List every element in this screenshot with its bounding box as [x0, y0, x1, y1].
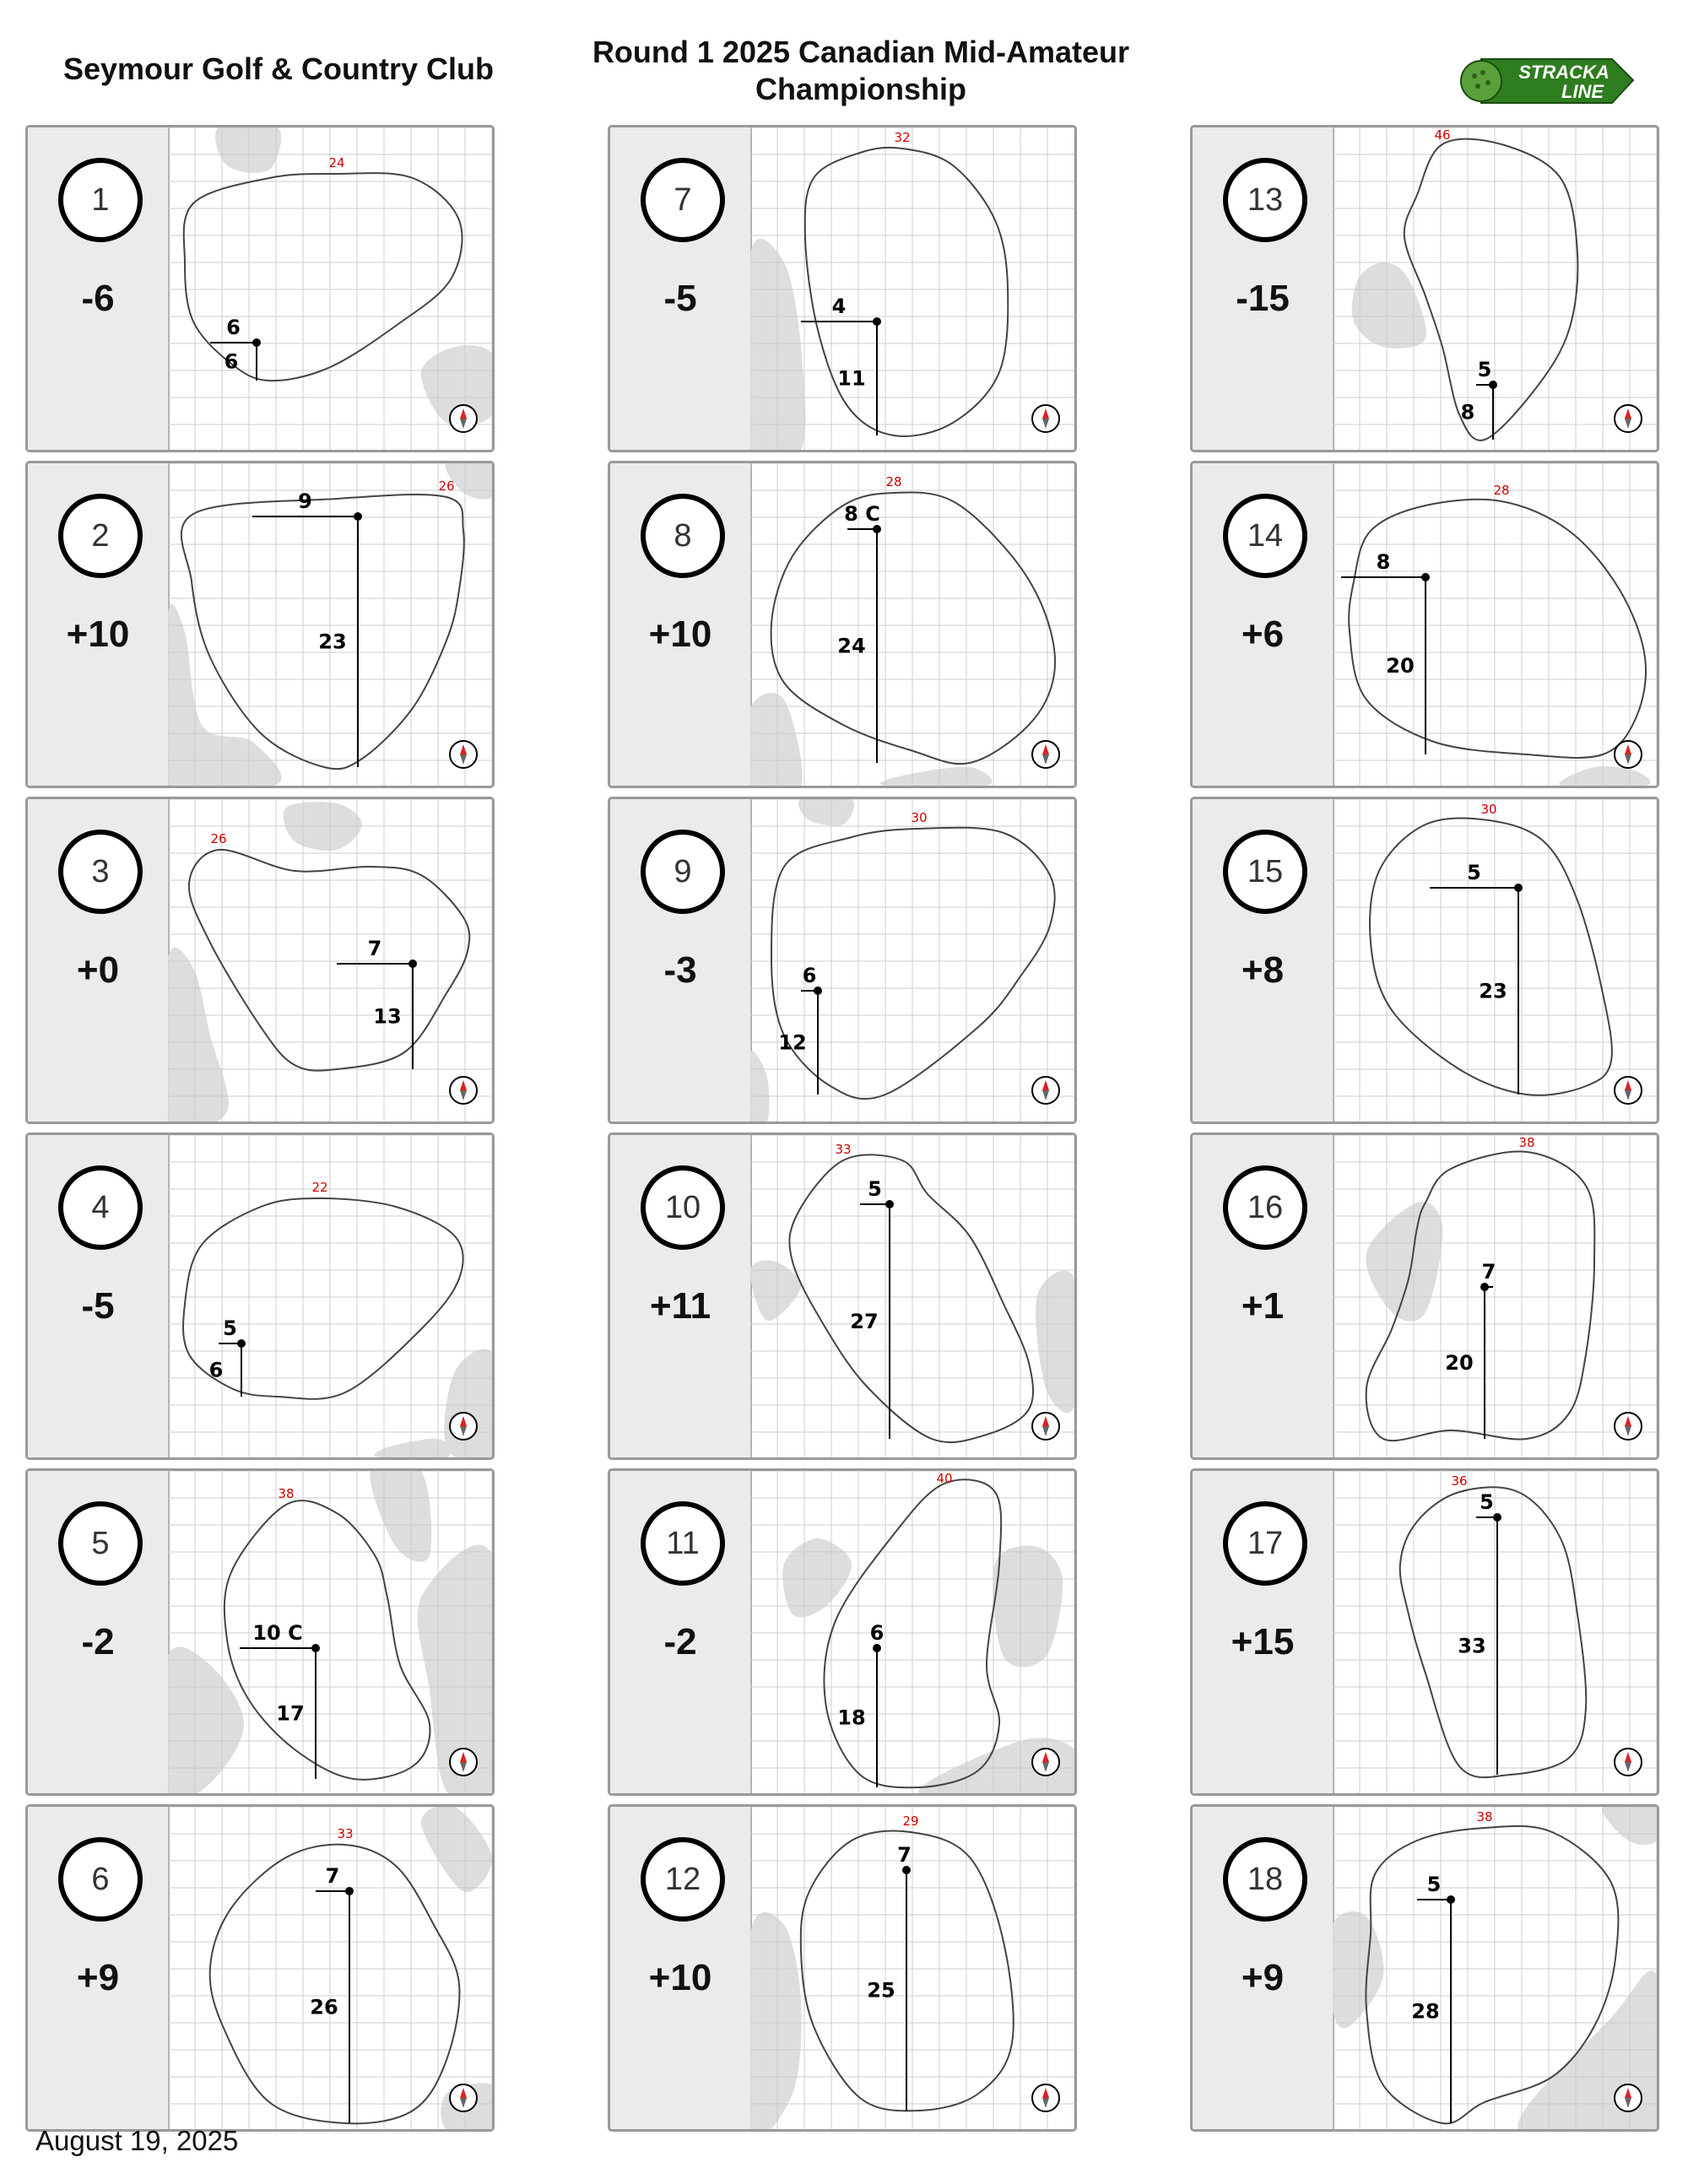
hole-card: [608, 1804, 1077, 2132]
green-depth-label: 24: [328, 155, 345, 170]
hole-score: -15: [1236, 278, 1290, 319]
green-diagram: [750, 1807, 1074, 2129]
hole-info-panel: [1193, 1135, 1334, 1457]
green-depth-label: 30: [911, 810, 928, 825]
pin-position: [1489, 381, 1497, 389]
green-diagram: [168, 1807, 492, 2129]
logo-text-bottom: LINE: [1561, 81, 1604, 102]
front-distance-label: 26: [310, 1995, 338, 2019]
green-depth-label: 29: [902, 1814, 919, 1829]
hole-info-panel: [28, 1807, 170, 2129]
pin-position: [408, 960, 417, 968]
compass-icon: [1032, 1749, 1059, 1776]
hole-card: [1190, 797, 1659, 1124]
green-diagram: [1333, 463, 1657, 786]
hole-info-panel: [610, 463, 752, 786]
green-diagram: [168, 1135, 492, 1457]
pin-position: [1480, 1283, 1489, 1291]
hole-info-panel: [1193, 1807, 1334, 2129]
green-outline: [183, 1198, 463, 1399]
hole-number: 18: [1223, 1837, 1307, 1922]
compass-icon: [1615, 1749, 1642, 1776]
hole-card: [25, 1133, 495, 1460]
hole-card: [1190, 125, 1659, 452]
compass-icon: [1615, 405, 1642, 432]
pin-position: [873, 525, 881, 533]
compass-icon: [1615, 1413, 1642, 1440]
hole-number: 10: [641, 1165, 725, 1250]
pin-position: [1493, 1513, 1501, 1522]
green-diagram: [750, 799, 1074, 1122]
side-distance-label: 8 C: [844, 502, 880, 526]
compass-icon: [1615, 2084, 1642, 2111]
hazard-area: [1559, 766, 1650, 786]
hole-number: 1: [58, 158, 143, 242]
front-distance-label: 20: [1386, 654, 1415, 678]
logo-text-top: STRACKA: [1518, 62, 1610, 83]
hole-info-panel: [1193, 127, 1334, 450]
green-diagram: [1333, 799, 1657, 1122]
hazard-area: [750, 1912, 802, 2129]
green-outline: [805, 148, 1009, 436]
green-depth-label: 46: [1434, 127, 1451, 143]
green-diagram: [750, 127, 1074, 450]
hole-score: +10: [648, 1957, 712, 1998]
hole-number: 8: [641, 494, 725, 578]
hole-number: 4: [58, 1165, 143, 1250]
side-distance-label: 6: [869, 1621, 885, 1645]
hazard-area: [750, 239, 805, 450]
hole-number: 15: [1223, 830, 1307, 914]
compass-icon: [450, 1413, 477, 1440]
club-name: Seymour Golf & Country Club: [62, 51, 494, 86]
side-distance-label: 5: [868, 1177, 882, 1201]
front-distance-label: 25: [867, 1978, 895, 2003]
pin-position: [252, 338, 261, 347]
side-distance-label: 5: [1426, 1873, 1442, 1896]
hole-number: 9: [641, 830, 725, 914]
hole-number: 11: [641, 1501, 725, 1586]
green-depth-label: 28: [1493, 483, 1510, 498]
pin-position: [1447, 1895, 1455, 1904]
green-diagram: [750, 1471, 1074, 1793]
compass-icon: [450, 1749, 477, 1776]
green-depth-label: 30: [1480, 802, 1497, 817]
front-distance-label: 23: [318, 630, 347, 654]
pin-position: [345, 1887, 354, 1895]
hole-info-panel: [28, 127, 170, 450]
hole-number: 16: [1223, 1165, 1307, 1250]
hole-card: [1190, 461, 1659, 788]
compass-icon: [450, 2084, 477, 2111]
hole-score: -2: [663, 1621, 697, 1662]
hazard-area: [1333, 1911, 1384, 2029]
hole-info-panel: [610, 799, 752, 1122]
green-diagram: [1333, 1135, 1657, 1457]
front-distance-label: 18: [837, 1706, 866, 1730]
pin-position: [311, 1644, 320, 1652]
green-diagram: [168, 127, 492, 450]
event-title: Round 1 2025 Canadian Mid-Amateur Championship: [592, 35, 1130, 106]
hole-score: +1: [1241, 1285, 1285, 1327]
green-outline: [789, 1154, 1033, 1442]
hole-info-panel: [1193, 1471, 1334, 1793]
hole-card: [25, 1468, 495, 1796]
green-depth-label: 33: [337, 1826, 354, 1841]
hazard-area: [782, 1538, 852, 1617]
hole-info-panel: [28, 1135, 170, 1457]
front-distance-label: 28: [1411, 1999, 1440, 2024]
hole-score: +0: [76, 949, 120, 991]
front-distance-label: 17: [276, 1701, 305, 1726]
pin-position: [354, 512, 362, 521]
green-depth-label: 28: [885, 474, 902, 489]
side-distance-label: 9: [298, 489, 312, 513]
hazard-area: [215, 127, 281, 173]
hole-number: 14: [1223, 494, 1307, 578]
pin-position: [902, 1866, 911, 1874]
hole-info-panel: [610, 1135, 752, 1457]
hole-number: 6: [58, 1837, 143, 1922]
hole-score: +11: [649, 1285, 711, 1327]
compass-icon: [450, 405, 477, 432]
hazard-area: [1036, 1271, 1074, 1414]
hole-info-panel: [1193, 799, 1334, 1122]
compass-icon: [1032, 2084, 1059, 2111]
hole-score: -5: [81, 1285, 115, 1327]
hole-score: -2: [81, 1621, 115, 1662]
hole-score: +10: [66, 614, 130, 655]
hazard-area: [421, 1807, 492, 1892]
green-outline: [189, 850, 469, 1071]
hole-score: +9: [1241, 1957, 1285, 1998]
pin-position: [1514, 884, 1523, 892]
hole-card: [1190, 1804, 1659, 2132]
pin-position: [873, 1644, 881, 1652]
side-distance-label: 7: [897, 1843, 912, 1867]
green-diagram: [168, 799, 492, 1122]
front-distance-label: 6: [224, 349, 239, 374]
hazard-area: [370, 1471, 431, 1562]
hole-info-panel: [610, 1471, 752, 1793]
green-depth-label: 40: [936, 1471, 953, 1486]
green-diagram: [168, 1471, 492, 1793]
pin-position: [814, 987, 822, 995]
green-depth-label: 26: [438, 478, 455, 494]
front-distance-label: 11: [837, 366, 866, 391]
pin-position: [237, 1339, 246, 1348]
green-depth-label: 26: [210, 831, 227, 846]
front-distance-label: 23: [1479, 979, 1507, 1003]
front-distance-label: 13: [373, 1004, 402, 1029]
hole-card: [608, 797, 1077, 1124]
green-depth-label: 32: [894, 130, 911, 145]
hole-score: +10: [648, 614, 712, 655]
side-distance-label: 6: [226, 316, 241, 339]
side-distance-label: 7: [325, 1864, 340, 1888]
hole-score: +6: [1241, 614, 1285, 655]
hazard-area: [750, 1051, 769, 1122]
hazard-area: [168, 948, 229, 1122]
green-depth-label: 38: [278, 1486, 295, 1501]
side-distance-label: 7: [367, 937, 382, 960]
hole-number: 5: [58, 1501, 143, 1586]
hole-number: 3: [58, 830, 143, 914]
green-outline: [1400, 1487, 1587, 1777]
hazard-area: [798, 799, 854, 826]
hole-card: [25, 1804, 495, 2132]
hole-info-panel: [28, 799, 170, 1122]
compass-icon: [1032, 405, 1059, 432]
compass-icon: [450, 1077, 477, 1104]
hole-number: 7: [641, 158, 725, 242]
hole-number: 2: [58, 494, 143, 578]
green-depth-label: 22: [311, 1180, 328, 1195]
hole-score: +9: [76, 1957, 120, 1998]
green-outline: [771, 492, 1055, 764]
hole-score: +8: [1241, 949, 1285, 991]
hole-card: [1190, 1468, 1659, 1796]
front-distance-label: 6: [208, 1358, 224, 1382]
front-distance-label: 24: [837, 634, 866, 658]
stracka-line-logo: [1456, 51, 1637, 110]
green-outline: [1349, 500, 1646, 758]
side-distance-label: 5: [223, 1316, 237, 1340]
hazard-area: [444, 1349, 492, 1457]
hole-score: -3: [663, 949, 697, 991]
side-distance-label: 5: [1477, 358, 1492, 381]
hazard-area: [375, 1439, 451, 1457]
hole-info-panel: [28, 463, 170, 786]
front-distance-label: 33: [1458, 1634, 1486, 1658]
compass-icon: [1032, 741, 1059, 768]
hole-card: [1190, 1133, 1659, 1460]
hole-info-panel: [610, 1807, 752, 2129]
hole-score: +15: [1231, 1621, 1295, 1662]
side-distance-label: 5: [1480, 1490, 1494, 1514]
green-diagram: [750, 1135, 1074, 1457]
hazard-area: [1366, 1202, 1442, 1322]
side-distance-label: 5: [1467, 861, 1481, 884]
green-depth-label: 33: [835, 1142, 852, 1157]
hole-score: -6: [81, 278, 115, 319]
front-distance-label: 8: [1460, 400, 1475, 424]
hole-info-panel: [1193, 463, 1334, 786]
hole-score: -5: [663, 278, 697, 319]
pin-position: [873, 317, 881, 326]
hazard-area: [993, 1546, 1063, 1668]
side-distance-label: 8: [1376, 550, 1391, 574]
green-diagram: [750, 463, 1074, 786]
compass-icon: [1032, 1077, 1059, 1104]
hazard-area: [168, 604, 282, 786]
front-distance-label: 20: [1445, 1351, 1474, 1375]
sheet-date: August 19, 2025: [35, 2125, 239, 2156]
green-diagram: [1333, 1471, 1657, 1793]
hole-card: [608, 1133, 1077, 1460]
compass-icon: [1032, 1413, 1059, 1440]
hole-number: 13: [1223, 158, 1307, 242]
hole-number: 17: [1223, 1501, 1307, 1586]
hazard-area: [750, 1260, 801, 1321]
side-distance-label: 6: [802, 964, 817, 987]
front-distance-label: 27: [850, 1310, 879, 1333]
green-diagram: [1333, 1807, 1657, 2129]
green-diagram: [1333, 127, 1657, 450]
side-distance-label: 4: [831, 295, 847, 318]
compass-icon: [1615, 741, 1642, 768]
hole-number: 12: [641, 1837, 725, 1922]
hole-info-panel: [610, 127, 752, 450]
compass-icon: [1615, 1077, 1642, 1104]
pin-position: [885, 1200, 894, 1208]
green-depth-label: 36: [1451, 1473, 1468, 1489]
hazard-area: [168, 1646, 244, 1793]
hole-card: [25, 461, 495, 788]
hole-card: [608, 461, 1077, 788]
hazard-area: [1352, 262, 1426, 349]
hole-card: [25, 125, 495, 452]
pin-position: [1421, 573, 1430, 581]
hole-info-panel: [28, 1471, 170, 1793]
green-depth-label: 38: [1476, 1809, 1493, 1825]
hole-card: [608, 125, 1077, 452]
compass-icon: [450, 741, 477, 768]
side-distance-label: 10 C: [252, 1621, 303, 1645]
side-distance-label: 7: [1481, 1260, 1496, 1284]
hole-card: [25, 797, 495, 1124]
green-depth-label: 38: [1518, 1135, 1535, 1150]
green-diagram: [168, 463, 492, 786]
hole-card: [608, 1468, 1077, 1796]
front-distance-label: 12: [778, 1030, 807, 1055]
hazard-area: [880, 767, 993, 786]
